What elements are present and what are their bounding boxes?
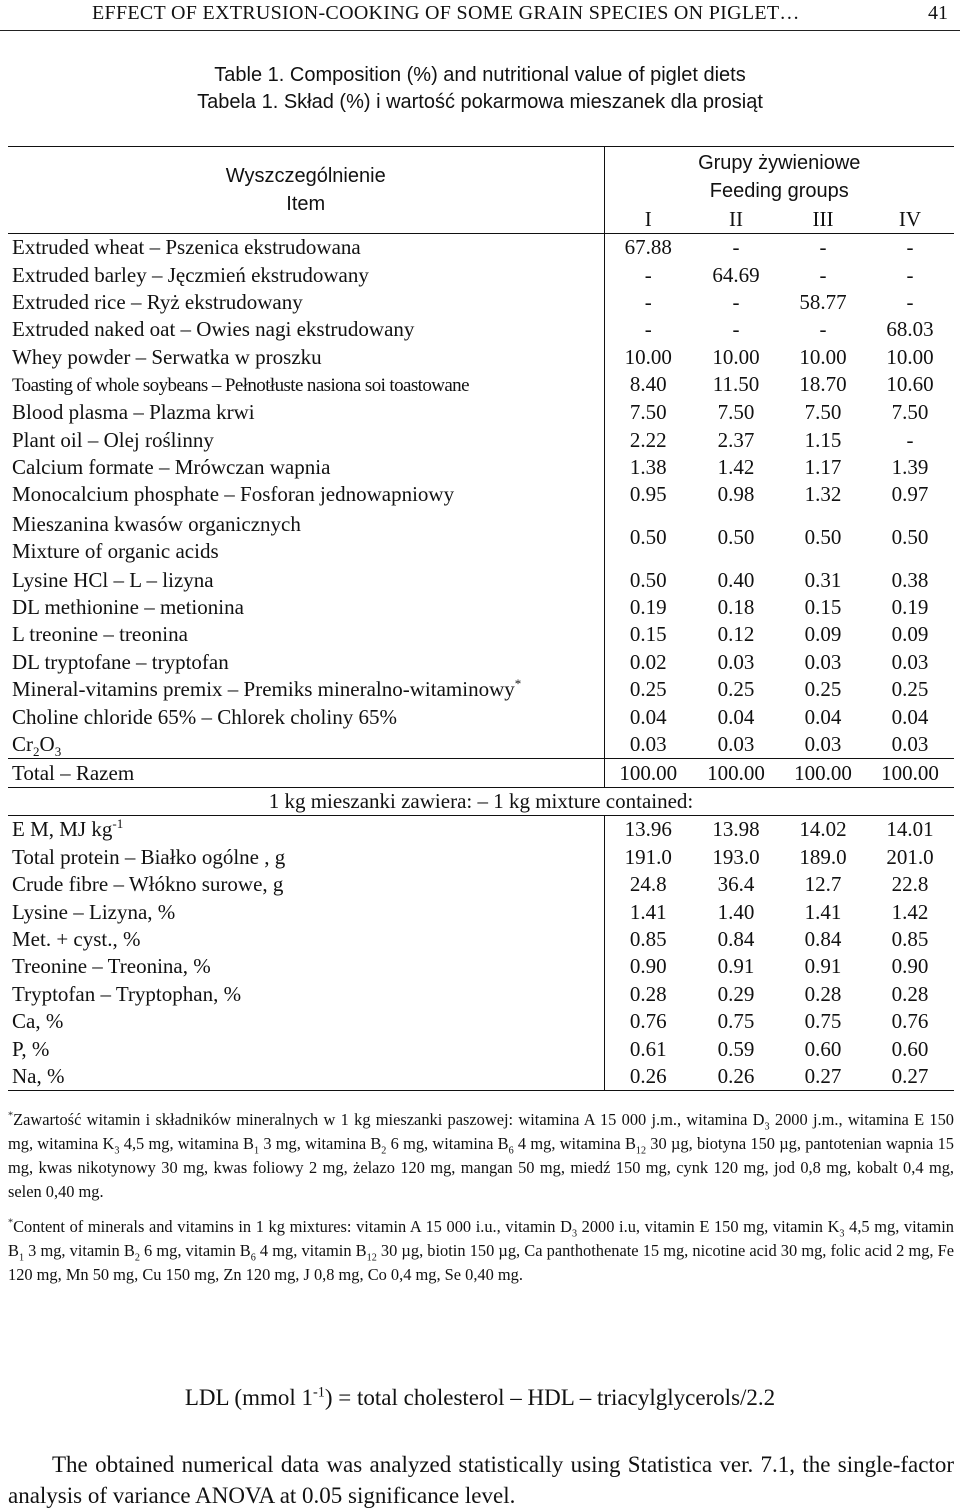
table-cell: 0.09 bbox=[804, 622, 842, 647]
table-row-total bbox=[8, 759, 954, 788]
row-label: Mineral-vitamins premix – Premiks mineralno-witaminowy* bbox=[8, 676, 604, 703]
acids-label-en: Mixture of organic acids bbox=[12, 538, 219, 563]
table-cell: 0.03 bbox=[804, 649, 842, 674]
table-cell: 0.50 bbox=[629, 567, 667, 592]
table-cell: 0.75 bbox=[804, 1009, 842, 1034]
row-label: DL tryptofane – tryptofan bbox=[8, 649, 604, 676]
table-cell: 0.09 bbox=[891, 622, 929, 647]
row-label: L treonine – treonina bbox=[8, 621, 604, 648]
table-cell: 193.0 bbox=[712, 844, 760, 869]
running-head-title: EFFECT OF EXTRUSION-COOKING OF SOME GRAIN SPECIES ON PIGLET… bbox=[92, 2, 800, 24]
running-head bbox=[0, 0, 960, 31]
table-cell: 0.76 bbox=[891, 1009, 929, 1034]
table-cell: 36.4 bbox=[717, 872, 755, 897]
table-cell: 0.28 bbox=[891, 981, 929, 1006]
table-cell: 0.03 bbox=[891, 649, 929, 674]
table-row bbox=[8, 676, 954, 703]
table-cell: 0.27 bbox=[866, 1063, 954, 1091]
table-cell: - bbox=[906, 427, 914, 452]
row-label: Ca, % bbox=[8, 1008, 604, 1035]
table-cell: 0.85 bbox=[629, 927, 667, 951]
table-row-cr2o3 bbox=[8, 731, 954, 759]
table-cell: 0.19 bbox=[629, 595, 667, 620]
table-cell: 14.01 bbox=[886, 817, 934, 842]
row-label: DL methionine – metionina bbox=[8, 594, 604, 621]
row-label: Whey powder – Serwatka w proszku bbox=[8, 344, 604, 371]
table-row bbox=[8, 898, 954, 925]
group-col-II: II bbox=[692, 205, 780, 234]
table-cell: 22.8 bbox=[891, 872, 929, 897]
table-row bbox=[8, 481, 954, 508]
page-number: 41 bbox=[928, 2, 948, 24]
table-cell: 0.75 bbox=[717, 1009, 755, 1034]
table-cell: - bbox=[732, 289, 740, 314]
table-cell: 0.60 bbox=[804, 1036, 842, 1061]
table-row bbox=[8, 621, 954, 648]
table-cell: 0.97 bbox=[891, 482, 929, 507]
table-cell: 0.40 bbox=[717, 567, 755, 592]
table-cell: 0.02 bbox=[629, 649, 667, 674]
table-row bbox=[8, 344, 954, 371]
table-cell: - bbox=[906, 262, 914, 287]
table-cell: 0.25 bbox=[891, 677, 929, 702]
table-cell: 68.03 bbox=[886, 317, 934, 342]
table-row bbox=[8, 426, 954, 453]
table-cell: 0.03 bbox=[717, 732, 755, 757]
table-cell: 7.50 bbox=[717, 400, 755, 425]
table-row-em bbox=[8, 816, 954, 844]
table-cell: 1.17 bbox=[804, 454, 842, 479]
table-cell: 10.00 bbox=[886, 344, 934, 369]
table-row bbox=[8, 371, 954, 399]
table-row bbox=[8, 871, 954, 898]
table-cell: 0.90 bbox=[629, 954, 667, 979]
table-cell: 0.26 bbox=[604, 1063, 692, 1091]
table-cell: 0.50 bbox=[891, 525, 929, 550]
table-cell: 7.50 bbox=[891, 400, 929, 425]
table-row bbox=[8, 1063, 954, 1091]
table-cell: 2.22 bbox=[629, 427, 667, 452]
row-label: Met. + cyst., % bbox=[8, 926, 604, 953]
table-cell: 0.60 bbox=[891, 1036, 929, 1061]
table-row bbox=[8, 594, 954, 621]
table-cell: 1.41 bbox=[629, 899, 667, 924]
table-cell: 1.42 bbox=[717, 454, 755, 479]
table-cell: 0.26 bbox=[692, 1063, 780, 1091]
row-label: Na, % bbox=[8, 1063, 604, 1091]
item-column-header bbox=[8, 147, 604, 234]
nutrient-rows bbox=[8, 844, 954, 1091]
table-cell: 0.61 bbox=[629, 1036, 667, 1061]
table-cell: 7.50 bbox=[629, 400, 667, 425]
group-col-I: I bbox=[604, 205, 692, 234]
table-cell: 0.29 bbox=[717, 981, 755, 1006]
table-cell: 14.02 bbox=[799, 817, 847, 842]
item-header-pl: Wyszczególnienie bbox=[225, 165, 386, 187]
table-cell: 10.60 bbox=[886, 372, 934, 397]
row-label: Calcium formate – Mrówczan wapnia bbox=[8, 454, 604, 481]
table-row bbox=[8, 844, 954, 871]
table-cell: 67.88 bbox=[624, 235, 672, 260]
table-row bbox=[8, 289, 954, 316]
table-cell: 10.00 bbox=[624, 344, 672, 369]
footnote-pl: *Zawartość witamin i składników mineralnych w 1 kg mieszanki paszowej: witamina A 15 000 j.m., witamina $D_3$ 2000 j.m., witamina E 150 mg, witamina $K_3$ 4,5 mg, witamina $B_1$ 3 mg, witamina $B_2$ 6 mg, witamina $B_6$ 4 mg, witamina $B_{12}$ 30 µg, biotyna 150 µg, pantotenian wapnia 15 mg, kwas nikotynowy 30 mg, kwas foliowy 2 mg, żelazo 120 mg, mangan 50 mg, miedź 150 mg, cynk 120 mg, jod 0,8 mg, kobalt 0,4 mg, selen 0,40 mg. bbox=[8, 1110, 954, 1201]
table-cell: 0.38 bbox=[891, 567, 929, 592]
table-cell: 1.42 bbox=[891, 899, 929, 924]
table-cell: - bbox=[819, 235, 827, 260]
table-cell: 8.40 bbox=[629, 372, 667, 397]
table-cell: 10.00 bbox=[712, 344, 760, 369]
row-label: Blood plasma – Plazma krwi bbox=[8, 399, 604, 426]
table-cell: - bbox=[819, 317, 827, 342]
table-cell: 0.03 bbox=[717, 649, 755, 674]
table-cell: 0.84 bbox=[804, 927, 842, 951]
diet-composition-table bbox=[8, 146, 954, 1091]
table-cell: 0.84 bbox=[717, 927, 755, 951]
table-row bbox=[8, 953, 954, 980]
table-row bbox=[8, 316, 954, 343]
body-paragraph: The obtained numerical data was analyzed statistically using Statistica ver. 7.1, the single-factor analysis of variance ANOVA at 0.05 significance level. bbox=[8, 1452, 954, 1508]
table-cell: 0.04 bbox=[891, 704, 929, 729]
contains-label: 1 kg mieszanki zawiera: – 1 kg mixture contained: bbox=[8, 788, 954, 816]
groups-header-pl: Grupy żywieniowe bbox=[698, 152, 861, 174]
table-cell: 11.50 bbox=[712, 372, 760, 397]
table-cell: 1.15 bbox=[804, 427, 842, 452]
row-label: Plant oil – Olej roślinny bbox=[8, 426, 604, 453]
table-cell: 189.0 bbox=[799, 844, 847, 869]
composition-rows bbox=[8, 234, 954, 509]
row-label: Tryptofan – Tryptophan, % bbox=[8, 981, 604, 1008]
table-cell: 100.00 bbox=[866, 759, 954, 788]
table-row bbox=[8, 1008, 954, 1035]
feeding-groups-header bbox=[604, 147, 954, 206]
table-cell: 10.00 bbox=[799, 344, 847, 369]
cr2o3-label: $Cr_2O_3$ bbox=[8, 731, 604, 759]
table-cell: 0.03 bbox=[804, 732, 842, 757]
row-label: Choline chloride 65% – Chlorek choliny 65% bbox=[8, 703, 604, 730]
table-cell: 0.15 bbox=[629, 622, 667, 647]
table-cell: 0.28 bbox=[804, 981, 842, 1006]
table-cell: 0.50 bbox=[629, 525, 667, 550]
table-cell: 201.0 bbox=[886, 844, 934, 869]
table-cell: 13.98 bbox=[712, 817, 760, 842]
table-cell: 0.25 bbox=[629, 677, 667, 702]
table-cell: - bbox=[644, 317, 652, 342]
table-cell: 0.85 bbox=[891, 927, 929, 951]
table-cell: - bbox=[644, 262, 652, 287]
table-row bbox=[8, 399, 954, 426]
table-row-contains bbox=[8, 788, 954, 816]
row-label: Extruded rice – Ryż ekstrudowany bbox=[8, 289, 604, 316]
row-label: Treonine – Treonina, % bbox=[8, 953, 604, 980]
table-cell: 100.00 bbox=[692, 759, 780, 788]
table-row-organic-acids bbox=[8, 509, 954, 567]
table-cell: 0.91 bbox=[804, 954, 842, 979]
table-cell: 100.00 bbox=[604, 759, 692, 788]
table-cell: 0.31 bbox=[804, 567, 842, 592]
row-label: Crude fibre – Włókno surowe, g bbox=[8, 871, 604, 898]
table-cell: 0.04 bbox=[804, 704, 842, 729]
table-row bbox=[8, 234, 954, 262]
table-cell: 7.50 bbox=[804, 400, 842, 425]
table-cell: 0.27 bbox=[780, 1063, 866, 1091]
table-cell: 0.50 bbox=[804, 525, 842, 550]
table-cell: - bbox=[906, 235, 914, 260]
table-cell: 0.03 bbox=[891, 732, 929, 757]
table-cell: 0.19 bbox=[891, 595, 929, 620]
table-cell: 24.8 bbox=[629, 872, 667, 897]
table-header-row bbox=[8, 147, 954, 206]
table-cell: - bbox=[732, 235, 740, 260]
table-cell: 1.39 bbox=[891, 454, 929, 479]
table-cell: 0.03 bbox=[629, 732, 667, 757]
table-row bbox=[8, 649, 954, 676]
item-header-en: Item bbox=[286, 193, 326, 215]
table-cell: 18.70 bbox=[799, 372, 847, 397]
table-cell: 1.38 bbox=[629, 454, 667, 479]
table-cell: 0.90 bbox=[891, 954, 929, 979]
table-caption-pl: Tabela 1. Skład (%) i wartość pokarmowa mieszanek dla prosiąt bbox=[197, 91, 763, 113]
table-cell: 0.04 bbox=[629, 704, 667, 729]
table-cell: 0.91 bbox=[717, 954, 755, 979]
table-cell: - bbox=[819, 262, 827, 287]
table-cell: 0.50 bbox=[717, 525, 755, 550]
table-cell: 0.15 bbox=[804, 595, 842, 620]
table-row bbox=[8, 567, 954, 594]
table-cell: 0.25 bbox=[717, 677, 755, 702]
row-label: Extruded naked oat – Owies nagi ekstrudowany bbox=[8, 316, 604, 343]
footnote-en: *Content of minerals and vitamins in 1 kg mixtures: vitamin A 15 000 i.u., vitamin $D_3$ 2000 i.u, vitamin E 150 mg, vitamin $K_3$ 4,5 mg, vitamin $B_1$ 3 mg, vitamin $B_2$ 6 mg, vitamin $B_6$ 4 mg, vitamin $B_{12}$ 30 µg, biotin 150 µg, Ca panthothenate 15 mg, nicotine acid 30 mg, folic acid 2 mg, Fe 120 mg, Mn 50 mg, Cu 150 mg, Zn 120 mg, J 0,8 mg, Co 0,4 mg, Se 0,40 mg. bbox=[8, 1217, 955, 1284]
row-label: Lysine HCl – L – lizyna bbox=[8, 567, 604, 594]
ldl-formula: LDL (mmol $1^{-1}$) = total cholesterol – HDL – triacylglycerols/2.2 bbox=[184, 1384, 776, 1410]
table-cell: 0.25 bbox=[804, 677, 842, 702]
group-col-III: III bbox=[780, 205, 866, 234]
groups-header-en: Feeding groups bbox=[709, 180, 849, 202]
total-label: Total – Razem bbox=[8, 759, 604, 788]
table-cell: 13.96 bbox=[624, 817, 672, 842]
table-row bbox=[8, 454, 954, 481]
acids-label-pl: Mieszanina kwasów organicznych bbox=[12, 511, 301, 536]
table-row bbox=[8, 703, 954, 730]
table-cell: 64.69 bbox=[712, 262, 760, 287]
row-label: Total protein – Białko ogólne , g bbox=[8, 844, 604, 871]
row-label: Extruded wheat – Pszenica ekstrudowana bbox=[8, 234, 604, 262]
table-cell: 1.40 bbox=[717, 899, 755, 924]
row-label: Monocalcium phosphate – Fosforan jednowapniowy bbox=[8, 481, 604, 508]
table-row bbox=[8, 261, 954, 288]
table-cell: 0.12 bbox=[717, 622, 755, 647]
table-cell: 0.95 bbox=[629, 482, 667, 507]
em-label: E M, MJ $kg^{-1}$ bbox=[8, 816, 604, 844]
row-label: P, % bbox=[8, 1035, 604, 1062]
table-row bbox=[8, 1035, 954, 1062]
table-cell: 0.04 bbox=[717, 704, 755, 729]
table-cell: 191.0 bbox=[624, 844, 672, 869]
table-cell: - bbox=[906, 289, 914, 314]
table-cell: 0.18 bbox=[717, 595, 755, 620]
table-row bbox=[8, 926, 954, 953]
table-cell: - bbox=[732, 317, 740, 342]
row-label: Toasting of whole soybeans – Pełnotłuste nasiona soi toastowane bbox=[8, 371, 604, 399]
table-caption-en: Table 1. Composition (%) and nutritional value of piglet diets bbox=[214, 64, 746, 86]
table-cell: 12.7 bbox=[804, 872, 842, 897]
table-row bbox=[8, 981, 954, 1008]
composition-rows-b bbox=[8, 567, 954, 731]
group-col-IV: IV bbox=[866, 205, 954, 234]
table-cell: 58.77 bbox=[799, 289, 847, 314]
table-cell: 0.98 bbox=[717, 482, 755, 507]
table-cell: 100.00 bbox=[780, 759, 866, 788]
row-label: Lysine – Lizyna, % bbox=[8, 898, 604, 925]
table-cell: 1.32 bbox=[804, 482, 842, 507]
table-cell: 0.28 bbox=[629, 981, 667, 1006]
table-cell: 0.76 bbox=[629, 1009, 667, 1034]
table-cell: 1.41 bbox=[804, 899, 842, 924]
row-label: Extruded barley – Jęczmień ekstrudowany bbox=[8, 261, 604, 288]
table-cell: 0.59 bbox=[717, 1036, 755, 1061]
table-cell: - bbox=[644, 289, 652, 314]
table-cell: 2.37 bbox=[717, 427, 755, 452]
